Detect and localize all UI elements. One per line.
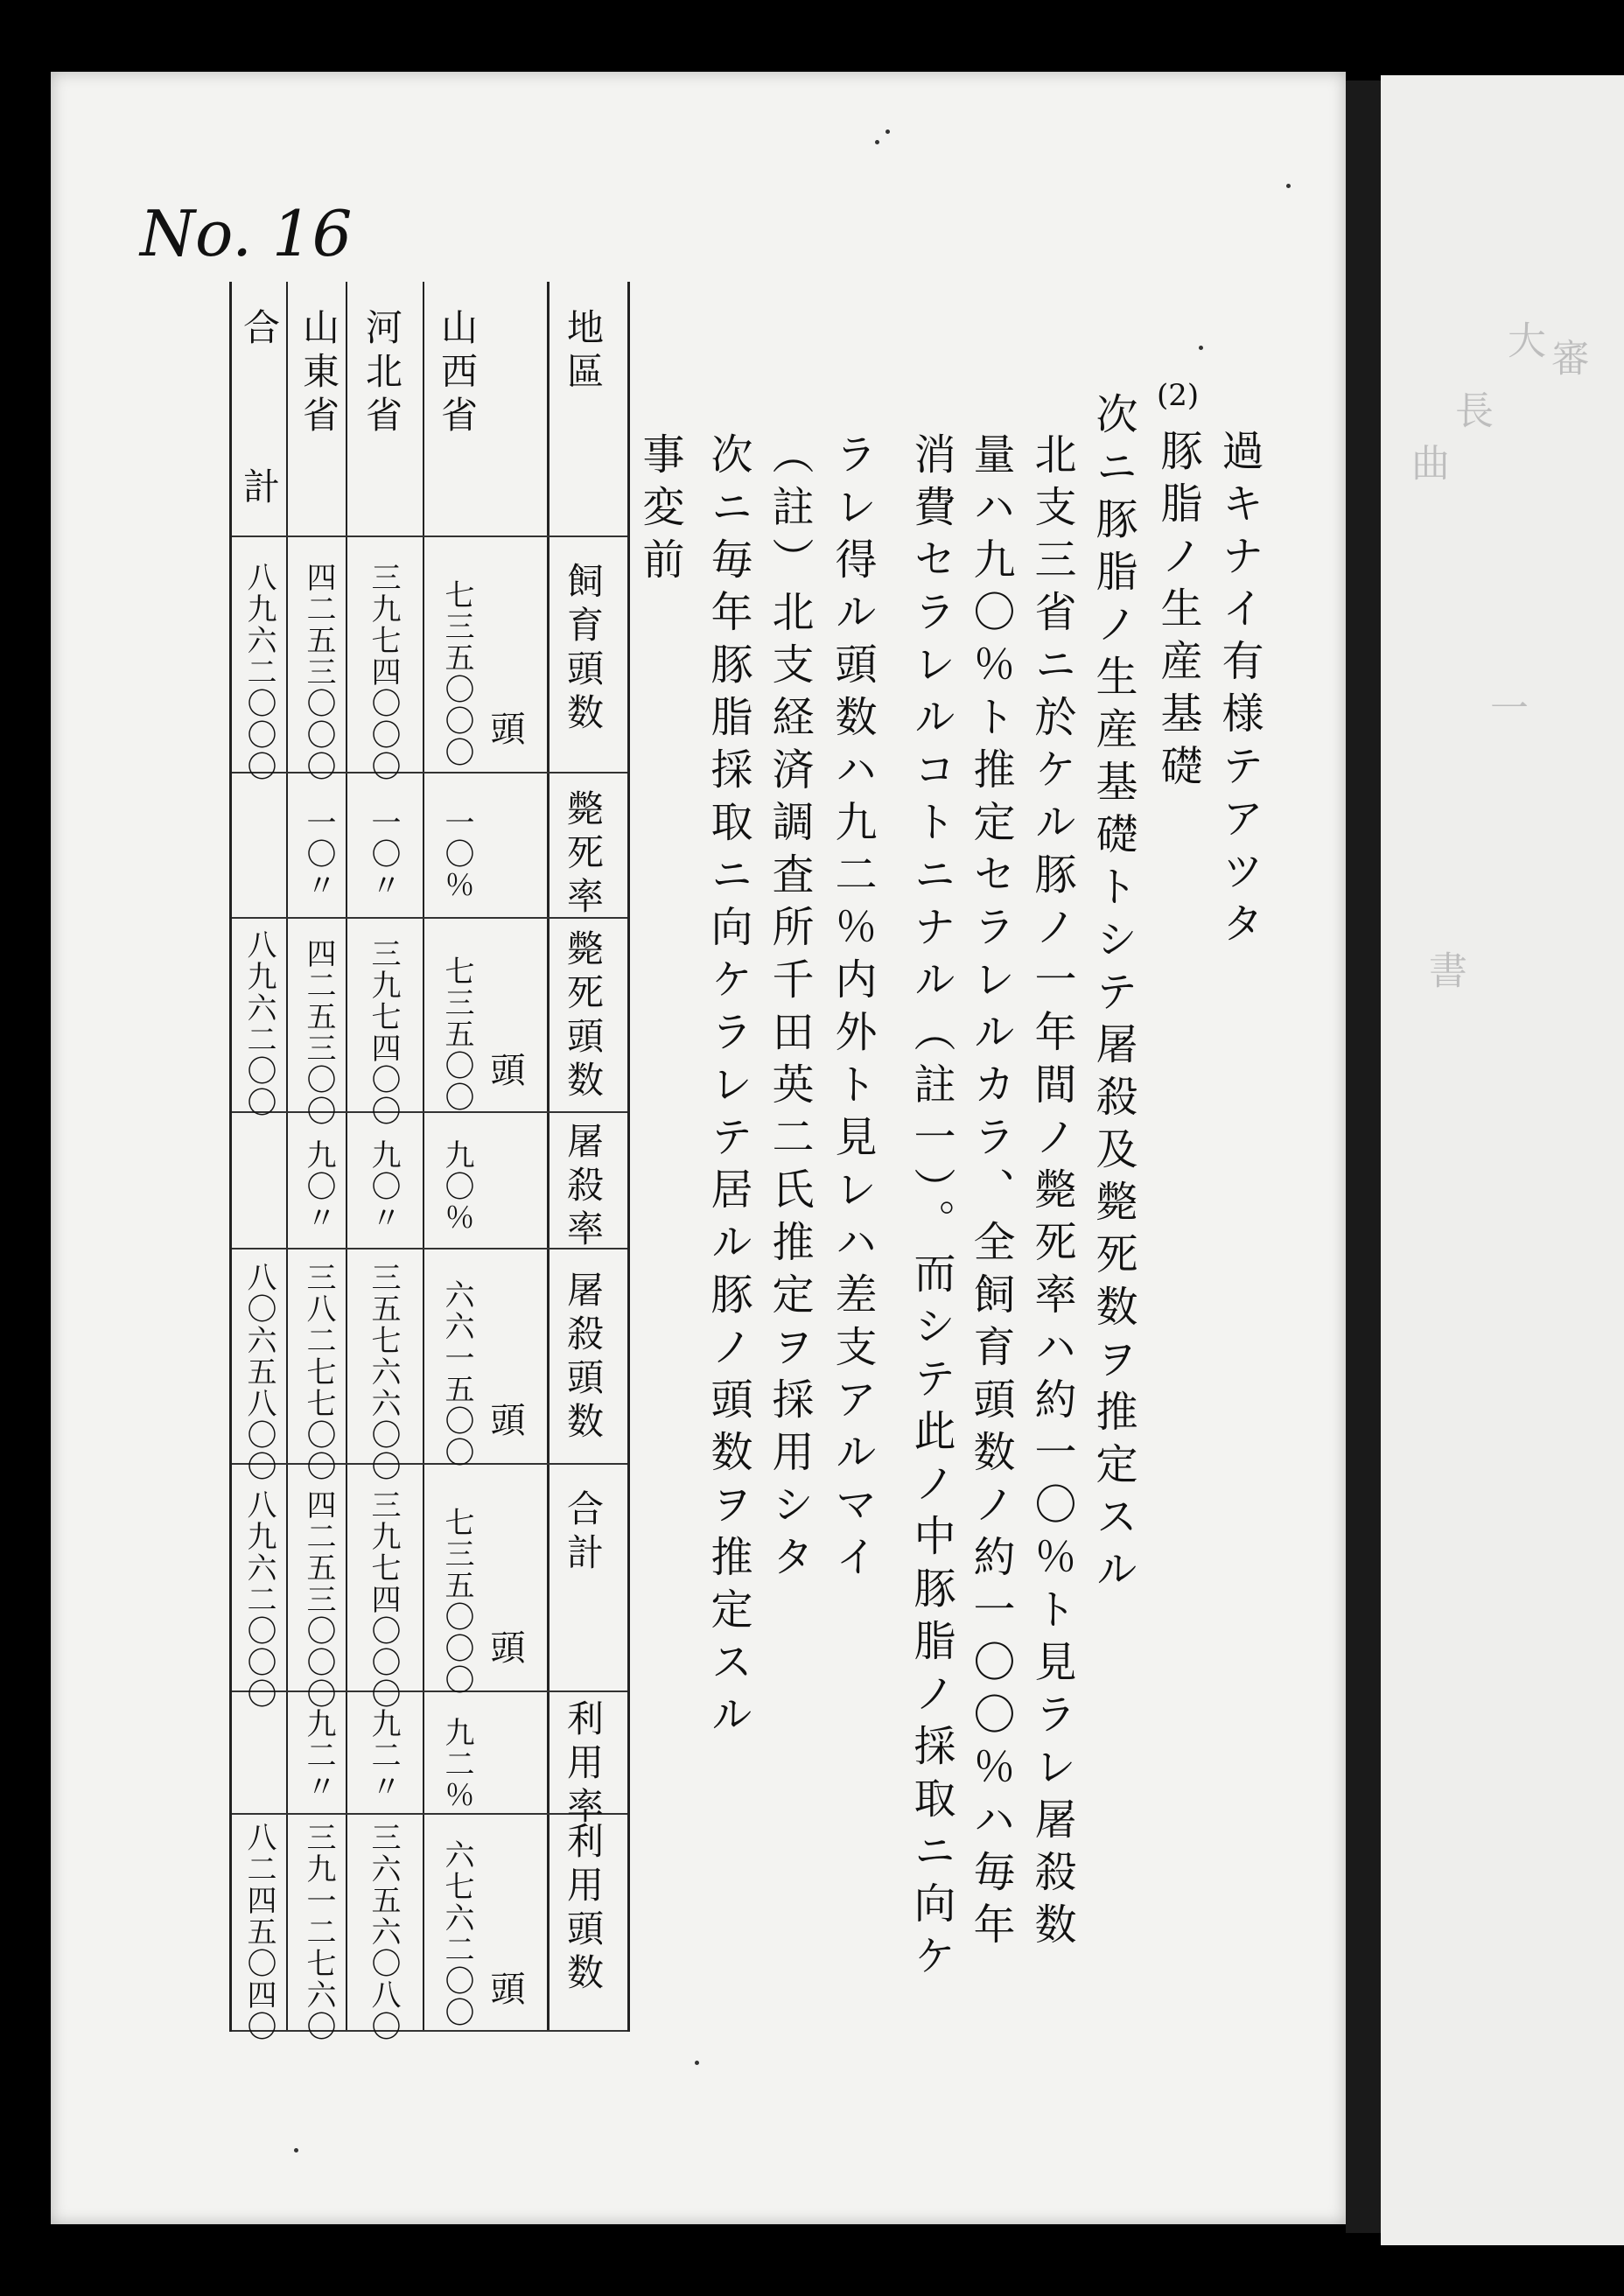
text-column-6: ラレ得ル頭数ハ九二％内外ト見レハ差支アルマイ	[828, 432, 877, 1587]
total-value: 八九六二〇〇〇	[242, 1489, 276, 1710]
unit-mark: 頭	[485, 1970, 525, 2006]
footnote: （註）北支経済調査所千田英二氏推定ヲ採用シタ	[765, 432, 814, 1587]
use-value: 六七六二〇〇	[439, 1839, 474, 2028]
ghost-text: 一	[1483, 688, 1528, 735]
page-number: No. 16	[140, 197, 353, 270]
deaths-value: 七三五〇〇	[439, 956, 474, 1113]
text-column-5: 消費セラレルコトニナル（註一）。而シテ此ノ中豚脂ノ採取ニ向ケ	[906, 432, 956, 1986]
unit-mark: 頭	[485, 710, 525, 746]
scan-speck	[1286, 184, 1291, 188]
region-total: 合計	[238, 308, 281, 626]
deaths-value: 八九六二〇〇	[242, 929, 276, 1118]
ghost-text: 書	[1422, 950, 1466, 998]
total-value: 三九七四〇〇〇	[366, 1489, 401, 1710]
ghost-text: 大	[1501, 320, 1545, 368]
use-value: 八二四五〇四〇	[242, 1822, 276, 2042]
use-rate-value: 九二〃	[366, 1708, 401, 1802]
table-rule	[232, 1690, 627, 1692]
slaughter-rate-value: 九〇％	[439, 1139, 474, 1234]
death-rate-value: 一〇〃	[366, 807, 401, 901]
table-rule	[232, 1111, 627, 1113]
header-deaths: 斃死頭数	[562, 929, 605, 1104]
text-column-3: 北支三省ニ於ケル豚ノ一年間ノ斃死率ハ約一〇％ト見ラレ屠殺数	[1027, 432, 1076, 1955]
slaughter-value: 三五七六六〇〇	[366, 1262, 401, 1482]
table-rule	[423, 282, 424, 2032]
total-value: 七三五〇〇〇	[439, 1507, 474, 1696]
slaughter-rate-value: 九〇〃	[301, 1139, 336, 1234]
scan-speck	[1199, 346, 1203, 350]
deaths-value: 四二五三〇〇	[301, 938, 336, 1127]
use-value: 三六五六〇八〇	[366, 1822, 401, 2042]
text-column-2: 次ニ豚脂ノ生産基礎トシテ屠殺及斃死数ヲ推定スル	[1088, 392, 1138, 1600]
use-value: 三九一二七六〇	[301, 1822, 336, 2042]
table-rule	[286, 282, 288, 2032]
table-rule	[232, 536, 627, 537]
ghost-text: 曲	[1404, 443, 1449, 490]
region-shanxi: 山西省	[436, 308, 479, 439]
header-use-rate: 利用率	[562, 1699, 605, 1830]
text-column-7: 次ニ毎年豚脂採取ニ向ケラレテ居ル豚ノ頭数ヲ推定スル	[704, 432, 752, 1745]
header-breeding: 飼育頭数	[562, 562, 605, 737]
death-rate-value: 一〇％	[439, 807, 474, 901]
text-column-4: 量ハ九〇％ト推定セラレルカラ、全飼育頭数ノ約一〇〇％ハ毎年	[966, 432, 1015, 1955]
header-death-rate: 斃死率	[562, 789, 605, 920]
table-caption: 事変前	[635, 432, 684, 590]
slaughter-value: 八〇六五八〇〇	[242, 1262, 276, 1482]
region-hebei: 河北省	[360, 308, 403, 439]
total-value: 四二五三〇〇〇	[301, 1489, 336, 1710]
unit-mark: 頭	[485, 1629, 525, 1664]
section-title: 豚脂ノ生産基礎	[1153, 429, 1202, 796]
pig-statistics-table	[229, 282, 630, 2042]
death-rate-value: 一〇〃	[301, 807, 336, 901]
scan-speck	[695, 2061, 699, 2065]
table-rule	[232, 1463, 627, 1465]
deaths-value: 三九七四〇〇	[366, 938, 401, 1127]
table-rule	[232, 772, 627, 774]
header-slaughter-rate: 屠殺率	[562, 1122, 605, 1253]
text-column-1: 過キナイ有様テアツタ	[1214, 429, 1264, 954]
ghost-text: 長	[1448, 390, 1493, 438]
scan-speck	[875, 140, 879, 144]
unit-mark: 頭	[485, 1052, 525, 1087]
header-use: 利用頭数	[562, 1822, 605, 1997]
table-rule	[232, 2030, 627, 2032]
breeding-value: 八九六二〇〇〇	[242, 562, 276, 782]
region-shandong: 山東省	[298, 308, 340, 439]
breeding-value: 四二五三〇〇〇	[301, 562, 336, 782]
use-rate-value: 九二％	[439, 1717, 474, 1811]
table-rule	[547, 282, 550, 2032]
header-total: 合計	[562, 1489, 605, 1577]
table-rule	[346, 282, 347, 2032]
section-mark: (2)	[1157, 378, 1200, 413]
header-region: 地區	[562, 308, 605, 396]
header-slaughter: 屠殺頭数	[562, 1270, 605, 1446]
binding-shadow	[1346, 80, 1381, 2233]
slaughter-value: 六六一五〇〇	[439, 1279, 474, 1468]
scan-speck	[886, 130, 890, 134]
use-rate-value: 九二〃	[301, 1708, 336, 1802]
ghost-text: 審	[1544, 338, 1589, 385]
unit-mark: 頭	[485, 1402, 525, 1437]
scan-speck	[294, 2148, 298, 2152]
slaughter-value: 三八二七七〇〇	[301, 1262, 336, 1482]
adjacent-page	[1381, 75, 1624, 2245]
breeding-value: 三九七四〇〇〇	[366, 562, 401, 782]
slaughter-rate-value: 九〇〃	[366, 1139, 401, 1234]
breeding-value: 七三五〇〇〇	[439, 579, 474, 768]
